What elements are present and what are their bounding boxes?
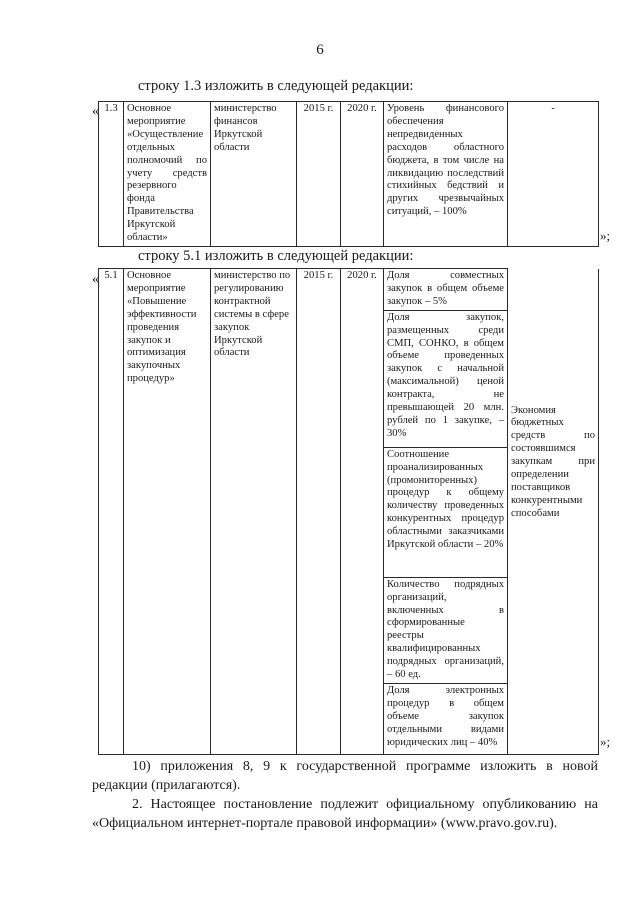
indicator-3: Соотношение проанализированных (промониторенных) процедур к общему количеству проведенных конкурентных процедур областными заказчиками Иркутской области – 20%	[384, 447, 508, 577]
table-row	[99, 102, 599, 247]
indicator-1: Доля совместных закупок в общем объеме закупок – 5%	[384, 269, 508, 311]
indicator-2: Доля закупок, размещенных среди СМП, СОНКО, в общем объеме проведенных закупок с начальной (максимальной) ценой контракта, не превышающей 20 млн. рублей по 1 закупке, – 30%	[384, 310, 508, 447]
close-quote-5-1: »;	[600, 734, 611, 749]
executor: министерство финансов Иркутской области	[211, 102, 297, 247]
paragraph-item-2: 2. Настоящее постановление подлежит официальному опубликованию на «Официальном интернет-портале правовой информации» (www.pravo.gov.ru).	[92, 797, 598, 831]
table-row-1-3	[98, 101, 599, 247]
executor: министерство по регулированию контрактной системы в сфере закупок Иркутской области	[211, 269, 297, 755]
row-number: 5.1	[99, 269, 124, 755]
indicator-5: Доля электронных процедур в общем объеме закупок отдельными видами юридических лиц – 40%	[384, 683, 508, 754]
table-row-5-1	[98, 268, 599, 755]
open-quote-1-3: «	[92, 104, 99, 119]
effect: -	[508, 102, 599, 247]
open-quote-5-1: «	[92, 272, 99, 287]
effect: Экономия бюджетных средств по состоявшимся закупкам при определении поставщиков конкурентными способами	[511, 404, 595, 519]
end-year: 2020 г.	[341, 102, 384, 247]
page-number: 6	[316, 42, 324, 58]
indicator: Уровень финансового обеспечения непредвиденных расходов областного бюджета, в том числе на ликвидацию последствий стихийных бедствий и других чрезвычайных ситуаций, – 100%	[384, 102, 508, 247]
close-quote-1-3: »;	[600, 228, 611, 243]
indicator-4: Количество подрядных организаций, включенных в сформированные реестры квалифицированных подрядных организаций, – 60 ед.	[384, 577, 508, 683]
start-year: 2015 г.	[297, 269, 341, 755]
end-year: 2020 г.	[341, 269, 384, 755]
measure-name: Основное мероприятие «Повышение эффективности проведения закупок и оптимизация закупочных процедур»	[124, 269, 211, 755]
effect-cell	[508, 269, 599, 755]
table-row	[99, 269, 599, 311]
paragraph-item-10: 10) приложения 8, 9 к государственной программе изложить в новой редакции (прилагаются).	[92, 759, 598, 793]
caption-row-5-1: строку 5.1 изложить в следующей редакции:	[138, 248, 414, 264]
start-year: 2015 г.	[297, 102, 341, 247]
measure-name: Основное мероприятие «Осуществление отдельных полномочий по учету средств резервного фонда Правительства Иркутской области»	[124, 102, 211, 247]
row-number: 1.3	[99, 102, 124, 247]
caption-row-1-3: строку 1.3 изложить в следующей редакции:	[138, 78, 414, 94]
